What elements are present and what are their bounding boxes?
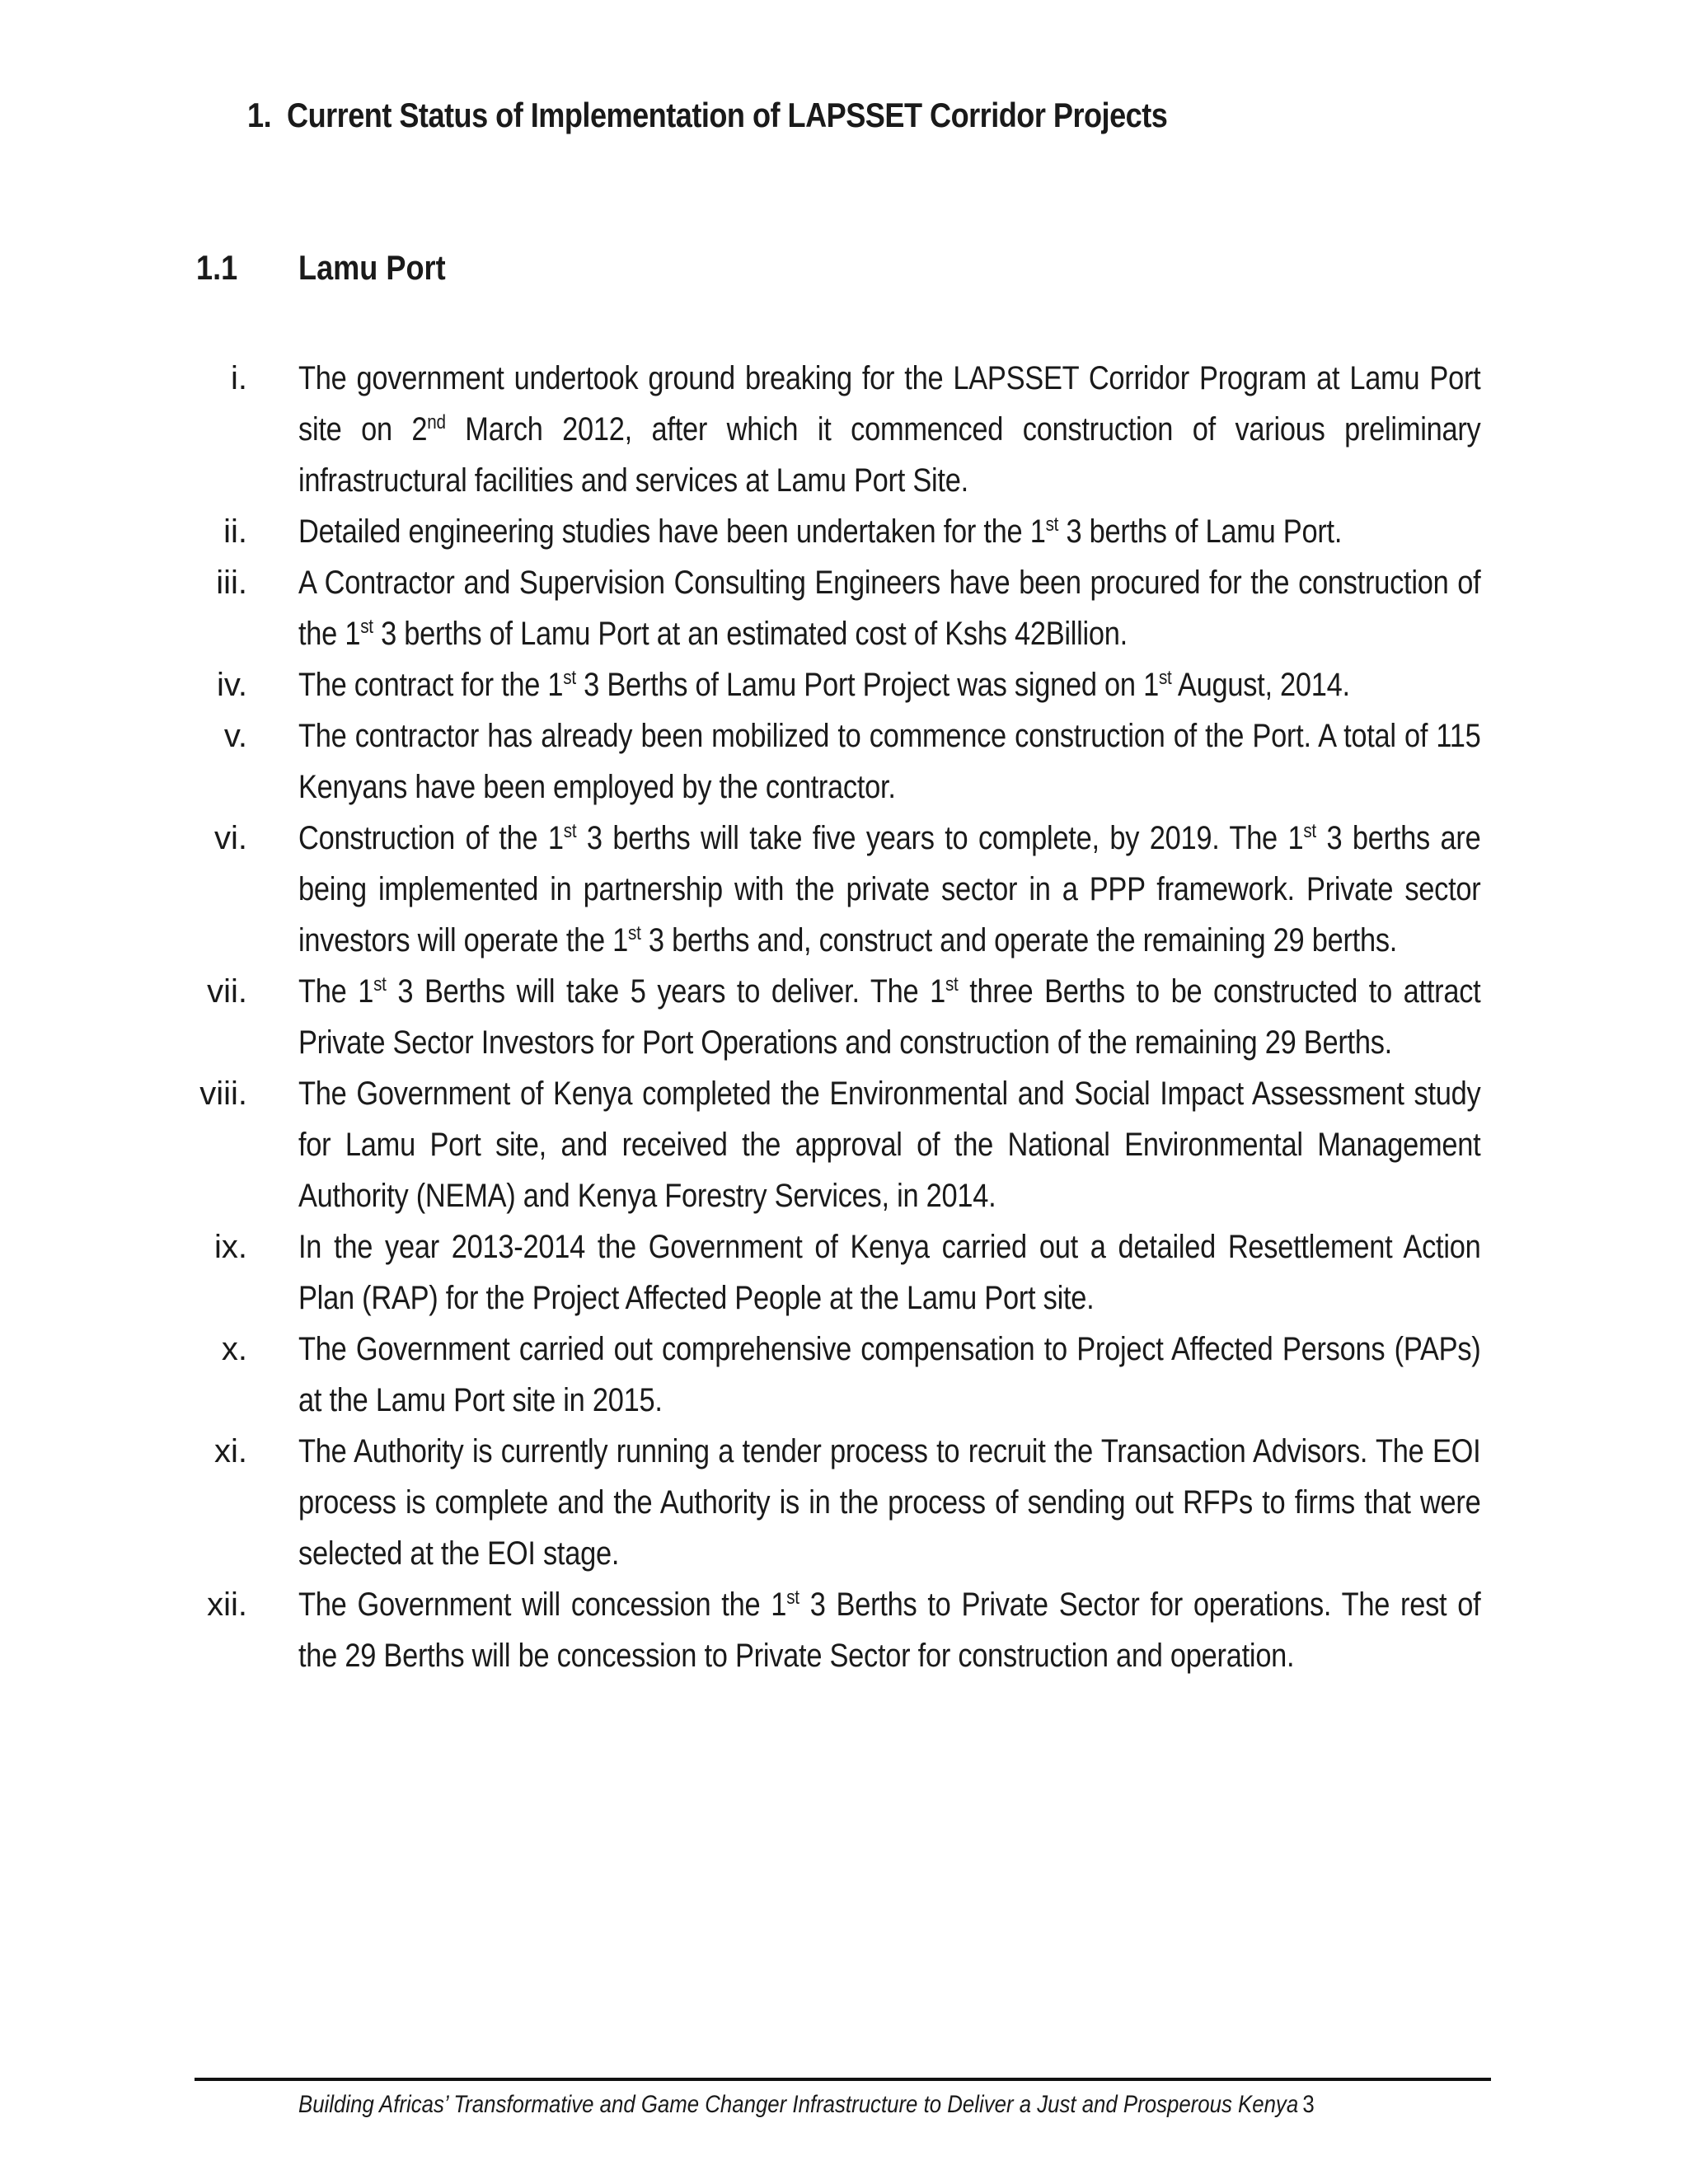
list-item-marker: x. bbox=[221, 1331, 247, 1367]
list-item bbox=[0, 1579, 1688, 1681]
ordinal-suffix: st bbox=[1303, 820, 1316, 842]
text-run: The 1 bbox=[298, 973, 374, 1010]
text-run: The contractor has already been mobilized to commence construction of the Port. A total of 115 Kenyans have been employed by the contractor. bbox=[298, 718, 1481, 805]
text-run: 3 berths will take five years to complete, by 2019. The 1 bbox=[576, 820, 1304, 856]
list-item-marker: v. bbox=[223, 718, 247, 754]
text-run: In the year 2013-2014 the Government of Kenya carried out a detailed Resettlement Action Plan (RAP) for the Project Affected People at the Lamu Port site. bbox=[298, 1229, 1481, 1316]
ordinal-suffix: st bbox=[563, 820, 577, 842]
section-heading bbox=[247, 96, 1167, 135]
text-run: The contract for the 1 bbox=[298, 667, 564, 703]
text-run: 3 Berths will take 5 years to deliver. The 1 bbox=[386, 973, 945, 1010]
page-number: 3 bbox=[1302, 2091, 1315, 2118]
list-item-text bbox=[298, 1221, 1481, 1324]
list-item-marker: ii. bbox=[223, 513, 247, 550]
list-item bbox=[0, 1324, 1688, 1426]
text-run: 3 berths of Lamu Port at an estimated cost of Kshs 42Billion. bbox=[373, 616, 1128, 652]
list-item-marker: xii. bbox=[207, 1586, 247, 1623]
list-item-marker: xi. bbox=[214, 1433, 247, 1469]
list-item bbox=[0, 710, 1688, 813]
footer-tagline: Building Africas’ Transformative and Game Changer Infrastructure to Deliver a Just and Prosperous Kenya bbox=[298, 2091, 1299, 2118]
text-run: 3 berths are being implemented in partnership with the private sector in a PPP framework. Private sector investors will operate the 1 bbox=[298, 820, 1481, 958]
text-run: August, 2014. bbox=[1171, 667, 1350, 703]
list-item bbox=[0, 1426, 1688, 1579]
ordinal-suffix: st bbox=[373, 973, 387, 996]
status-list bbox=[0, 353, 1688, 1681]
text-run: The Government carried out comprehensive compensation to Project Affected Persons (PAPs) at the Lamu Port site in 2015. bbox=[298, 1331, 1481, 1418]
footer-divider bbox=[195, 2078, 1491, 2081]
text-run: 3 Berths of Lamu Port Project was signed on 1 bbox=[575, 667, 1159, 703]
list-item-text bbox=[298, 1068, 1481, 1221]
text-run: 3 berths of Lamu Port. bbox=[1058, 513, 1343, 550]
list-item-text bbox=[298, 1426, 1481, 1579]
list-item-marker: viii. bbox=[199, 1076, 247, 1112]
text-run: March 2012, after which it commenced construction of various preliminary infrastructural facilities and services at Lamu Port Site. bbox=[298, 411, 1481, 499]
ordinal-suffix: st bbox=[786, 1586, 799, 1609]
ordinal-suffix: st bbox=[1045, 513, 1059, 536]
ordinal-suffix: st bbox=[945, 973, 959, 996]
text-run: 3 Berths to Private Sector for operations. The rest of the 29 Berths will be concession to Private Sector for construction and operation. bbox=[298, 1586, 1481, 1674]
text-run: The Authority is currently running a tender process to recruit the Transaction Advisors. The EOI process is complete and the Authority is in the process of sending out RFPs to firms that were selected at the EOI stage. bbox=[298, 1433, 1481, 1572]
text-run: 3 berths and, construct and operate the remaining 29 berths. bbox=[640, 922, 1398, 958]
list-item bbox=[0, 557, 1688, 659]
text-run: The Government of Kenya completed the Environmental and Social Impact Assessment study for Lamu Port site, and received the approval of the National Environmental Management Authority (NEMA) and Kenya Forestry Services, in 2014. bbox=[298, 1076, 1481, 1214]
section-number: 1. bbox=[247, 96, 272, 134]
list-item-marker: ix. bbox=[214, 1229, 247, 1265]
list-item-text bbox=[298, 557, 1481, 659]
list-item bbox=[0, 966, 1688, 1068]
list-item-text bbox=[298, 813, 1481, 966]
list-item bbox=[0, 1221, 1688, 1324]
text-run: A Contractor and Supervision Consulting Engineers have been procured for the construction of the 1 bbox=[298, 565, 1481, 652]
list-item-marker: vii. bbox=[207, 973, 247, 1010]
section-title: Current Status of Implementation of LAPSSET Corridor Projects bbox=[287, 96, 1168, 134]
list-item bbox=[0, 506, 1688, 557]
ordinal-suffix: st bbox=[563, 667, 576, 689]
page-footer bbox=[298, 2091, 1315, 2119]
text-run: Detailed engineering studies have been undertaken for the 1 bbox=[298, 513, 1046, 550]
list-item-marker: vi. bbox=[214, 820, 247, 856]
list-item bbox=[0, 1068, 1688, 1221]
list-item-text bbox=[298, 966, 1481, 1068]
list-item-text bbox=[298, 506, 1481, 557]
list-item bbox=[0, 353, 1688, 506]
ordinal-suffix: st bbox=[628, 922, 641, 944]
list-item-marker: iii. bbox=[216, 565, 247, 601]
list-item bbox=[0, 659, 1688, 710]
subsection-number: 1.1 bbox=[196, 248, 238, 287]
list-item-text bbox=[298, 710, 1481, 813]
list-item bbox=[0, 813, 1688, 966]
list-item-text bbox=[298, 353, 1481, 506]
list-item-text bbox=[298, 659, 1481, 710]
list-item-marker: i. bbox=[231, 360, 247, 396]
list-item-text bbox=[298, 1324, 1481, 1426]
text-run: The Government will concession the 1 bbox=[298, 1586, 787, 1623]
text-run: The government undertook ground breaking for the LAPSSET Corridor Program at Lamu Port site on 2 bbox=[298, 360, 1481, 448]
subsection-title: Lamu Port bbox=[298, 248, 446, 287]
text-run: Construction of the 1 bbox=[298, 820, 564, 856]
ordinal-suffix: nd bbox=[427, 411, 446, 434]
list-item-marker: iv. bbox=[216, 667, 247, 703]
list-item-text bbox=[298, 1579, 1481, 1681]
text-run: three Berths to be constructed to attract Private Sector Investors for Port Operations and construction of the remaining 29 Berths. bbox=[298, 973, 1481, 1061]
ordinal-suffix: st bbox=[360, 616, 373, 638]
ordinal-suffix: st bbox=[1158, 667, 1172, 689]
